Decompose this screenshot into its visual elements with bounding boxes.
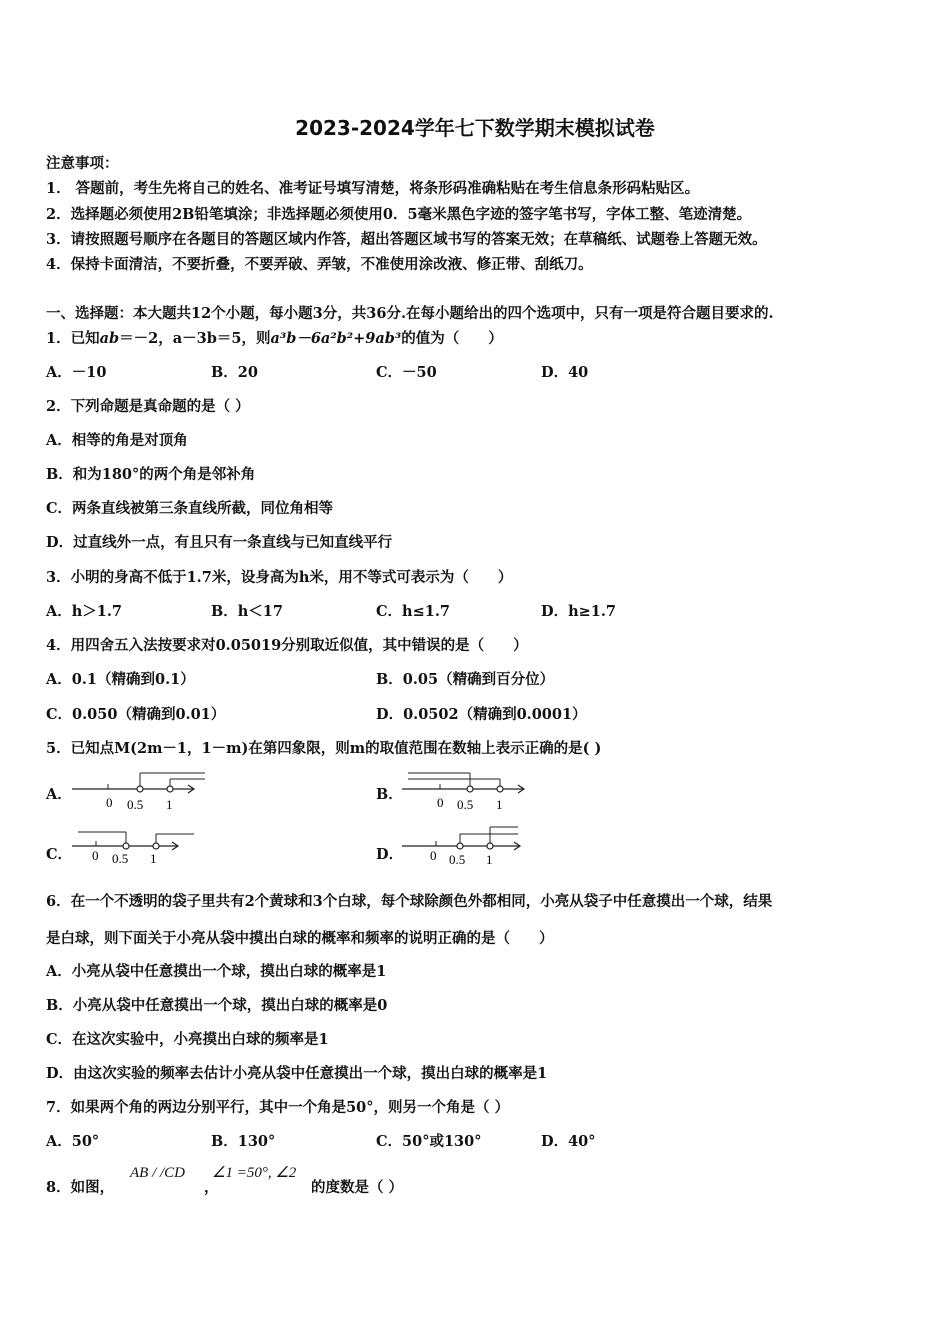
q5-option-a-label: A． [46,786,72,803]
q5-option-d-label: D． [376,846,404,863]
q5-option-b-number-line [400,765,540,815]
q5-option-c-number-line [70,822,210,872]
tick-label-0: 0 [437,795,444,810]
tick-label-1: 1 [486,852,493,867]
question-2-stem: 2．下列命题是真命题的是（ ） [46,398,250,415]
q6-option-d: D．由这次实验的频率去估计小亮从袋中任意摸出一个球，摸出白球的概率是1 [46,1065,548,1082]
q7-option-a: A．50° [46,1133,100,1150]
question-1-stem [46,327,503,348]
q1-cond2: a－3b＝5，则 [172,330,271,347]
question-4-stem: 4．用四舍五入法按要求对0.05019分别取近似值，其中错误的是（ ） [46,637,528,654]
tick-label-1: 1 [496,797,503,812]
q1-stem-prefix: 1．已知 [46,330,100,347]
q4-option-c: C．0.050（精确到0.01） [46,706,226,723]
q1-option-d: D．40 [541,364,589,381]
section-heading: 一、选择题：本大题共12个小题，每小题3分，共36分.在每小题给出的四个选项中，只有一项是符合题目要求的. [46,305,774,322]
tick-label-0-5: 0.5 [127,797,144,812]
tick-label-1: 1 [150,851,157,866]
q7-option-b: B．130° [211,1133,276,1150]
tick-label-0: 0 [106,795,113,810]
q8-math-angles: ∠1 =50°, ∠2 [212,1165,297,1181]
q1-option-b: B．20 [211,364,258,381]
q1-expression: a³b－6a²b²+9ab³ [270,330,402,347]
notice-item: 1． 答题前，考生先将自己的姓名、准考证号填写清楚，将条形码准确粘贴在考生信息条形码粘贴区。 [46,180,700,197]
q2-option-a: A．相等的角是对顶角 [46,432,188,449]
q5-option-d-number-line [400,822,540,872]
q2-option-c: C．两条直线被第三条直线所截，同位角相等 [46,500,334,517]
q1-cond1: ab [99,330,120,347]
question-7-stem: 7．如果两个角的两边分别平行，其中一个角是50°，则另一个角是（ ） [46,1099,510,1116]
q6-option-a: A．小亮从袋中任意摸出一个球，摸出白球的概率是1 [46,963,387,980]
q4-option-d: D．0.0502（精确到0.0001） [376,706,587,723]
q5-option-b-label: B． [376,786,403,803]
notice-item: 3．请按照题号顺序在各题目的答题区域内作答，超出答题区域书写的答案无效；在草稿纸、试题卷上答题无效。 [46,231,767,248]
q8-math-parallel: AB / /CD [130,1165,185,1181]
question-8-stem-prefix: 8．如图， [46,1179,115,1196]
notice-heading: 注意事项： [46,155,119,172]
q3-option-a: A．h＞1.7 [46,603,123,620]
q1-stem-suffix: 的值为（ ） [401,330,503,347]
question-3-stem: 3．小明的身高不低于1.7米，设身高为h米，用不等式可表示为（ ） [46,569,513,586]
q5-option-c-label: C． [46,846,73,863]
q2-option-d: D．过直线外一点，有且只有一条直线与已知直线平行 [46,534,393,551]
tick-label-0-5: 0.5 [112,851,129,866]
tick-label-0: 0 [92,848,99,863]
q1-cond1-rest: ＝－2， [119,330,173,347]
notice-item: 2．选择题必须使用2B铅笔填涂；非选择题必须使用0．5毫米黑色字迹的签字笔书写，字体工整、笔迹清楚。 [46,206,752,223]
q1-option-a: A．－10 [46,364,107,381]
q3-option-b: B．h＜17 [211,603,283,620]
q4-option-a: A．0.1（精确到0.1） [46,671,195,688]
q6-option-b: B．小亮从袋中任意摸出一个球，摸出白球的概率是0 [46,997,388,1014]
q7-option-c: C．50°或130° [376,1133,482,1150]
tick-label-1: 1 [166,797,173,812]
q3-option-d: D．h≥1.7 [541,603,616,620]
notice-item: 4．保持卡面清洁，不要折叠，不要弄破、弄皱，不准使用涂改液、修正带、刮纸刀。 [46,256,593,273]
question-6-stem-line-2: 是白球，则下面关于小亮从袋中摸出白球的概率和频率的说明正确的是（ ） [46,930,554,947]
q4-option-b: B．0.05（精确到百分位） [376,671,555,688]
q3-option-c: C．h≤1.7 [376,603,450,620]
q7-option-d: D．40° [541,1133,596,1150]
tick-label-0-5: 0.5 [449,852,466,867]
question-6-stem-line-1: 6．在一个不透明的袋子里共有2个黄球和3个白球，每个球除颜色外都相同，小亮从袋子中任意摸出一个球，结果 [46,893,773,910]
q6-option-c: C．在这次实验中，小亮摸出白球的频率是1 [46,1031,329,1048]
q5-option-a-number-line [70,765,210,815]
page-title: 2023-2024学年七下数学期末模拟试卷 [295,116,655,140]
tick-label-0-5: 0.5 [457,797,474,812]
q2-option-b: B．和为180°的两个角是邻补角 [46,466,256,483]
tick-label-0: 0 [430,848,437,863]
question-8-stem-suffix: 的度数是（ ） [311,1179,404,1196]
question-5-stem: 5．已知点M(2m－1，1－m)在第四象限，则m的取值范围在数轴上表示正确的是( ) [46,740,602,757]
q8-comma: ， [204,1179,219,1196]
q1-option-c: C．－50 [376,364,437,381]
